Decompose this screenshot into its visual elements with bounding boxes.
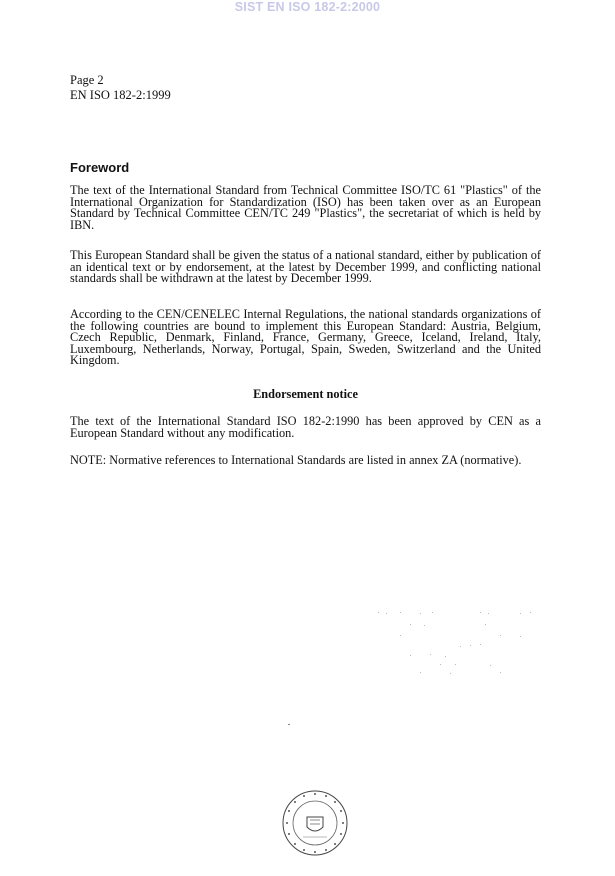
endorsement-text: The text of the International Standard ISO 182-2:1990 has been approved by CEN as a European Standard without any modification. (70, 414, 541, 440)
document-id: EN ISO 182-2:1999 (70, 88, 171, 102)
normative-note: NOTE: Normative references to International Standards are listed in annex ZA (normative). (70, 453, 522, 467)
official-seal-icon (281, 789, 349, 857)
page-number: Page 2 (70, 73, 104, 87)
watermark: SIST EN ISO 182-2:2000 (234, 0, 381, 14)
scan-noise (370, 600, 540, 680)
page-header (70, 73, 171, 103)
endorsement-heading: Endorsement notice (253, 387, 358, 401)
foreword-heading: Foreword (70, 160, 130, 175)
scan-speck (288, 723, 292, 726)
foreword-paragraph-2: This European Standard shall be given the status of a national standard, either by publication of an identical text or by endorsement, at the latest by December 1999, and conflicting national standards shall be withdrawn at the latest by December 1999. (70, 248, 541, 286)
foreword-paragraph-1: The text of the International Standard from Technical Committee ISO/TC 61 "Plastics" of the International Organization for Standardization (ISO) has been taken over as an European Standard by Technical Committee CEN/TC 249 "Plastics", the secretariat of which is held by IBN. (70, 183, 541, 232)
foreword-paragraph-3: According to the CEN/CENELEC Internal Regulations, the national standards organizations of the following countries are bound to implement this European Standard: Austria, Belgium, Czech Republic, Denmark, Finland, France, Germany, Greece, Iceland, Ireland, Italy, Luxembourg, Netherlands, Norway, Portugal, Spain, Sweden, Switzerland and the United Kingdom. (70, 307, 541, 368)
